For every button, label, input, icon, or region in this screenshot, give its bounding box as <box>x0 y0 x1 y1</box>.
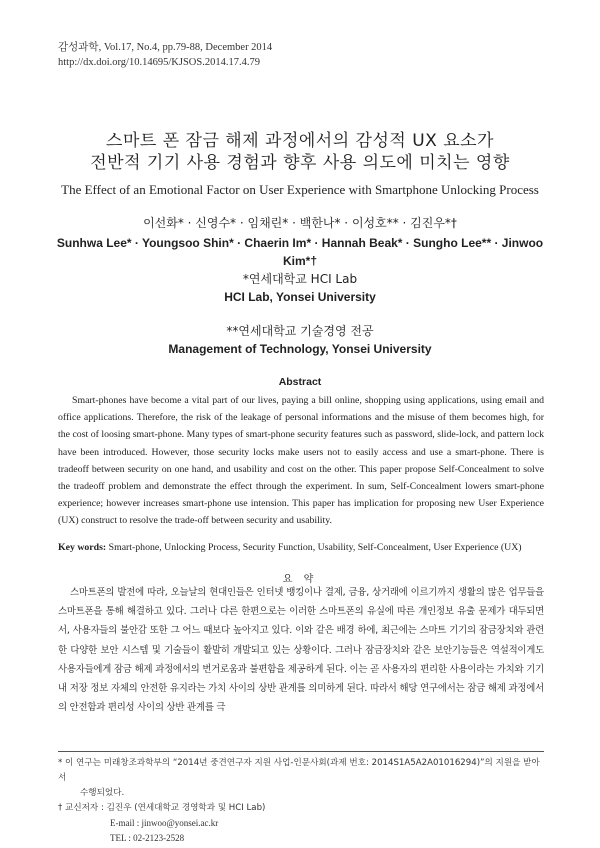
keywords-label: Key words: <box>58 542 107 553</box>
title-block <box>40 130 560 200</box>
contact-email: E-mail : jinwoo@yonsei.ac.kr <box>110 818 219 828</box>
abstract-heading: Abstract <box>278 376 322 388</box>
author-list <box>40 214 560 270</box>
funding-note-continued: 수행되었다. <box>80 788 125 798</box>
journal-doi: http://dx.doi.org/10.14695/KJSOS.2014.17.4.79 <box>58 57 260 68</box>
affiliation-korean: **연세대학교 기술경영 전공 <box>226 324 374 338</box>
corresponding-author: † 교신저자 : 김진우 (연세대학교 경영학과 및 HCI Lab) <box>58 803 266 813</box>
title-korean-line2: 전반적 기기 사용 경험과 향후 사용 의도에 미치는 영향 <box>90 153 510 173</box>
authors-english: Sunhwa Lee* · Youngsoo Shin* · Chaerin Im* · Hannah Beak* · Sungho Lee** · Jinwoo Kim*† <box>56 236 544 268</box>
contact-phone: TEL : 02-2123-2528 <box>110 833 185 843</box>
summary-body: 스마트폰의 발전에 따라, 오늘날의 현대인들은 인터넷 뱅킹이나 결제, 금융, 상거래에 이르기까지 생활의 많은 업무들을 스마트폰을 통해 해결하고 있다. 그러나 다른 한편으로는 이러한 스마트폰의 유실에 따른 개인정보 유출 문제가 대두되면서, 사용자들의 불안감 또한 그 어느 때보다 높아지고 있다. 이와 같은 배경 하에, 최근에는 스마트 기기의 잠금장치와 관련한 다양한 보안 시스템 및 기술들이 활발히 개발되고 있는 상황이다. 그러나 잠금장치와 같은 보안기능들은 역설적이게도 사용자들에게 잠금 해제 과정에서의 번거로움과 불편함을 제공하게 된다. 이는 곧 사용자의 편리한 사용이라는 가치와 기기 내 저장 정보 자체의 안전한 유지라는 가치 사이의 상반 관계를 의미하게 된다. 따라서 해당 연구에서는 잠금 해제 과정에서의 안전함과 편리성 사이의 상반 관계를 극 <box>58 587 544 714</box>
keywords-list: Smart-phone, Unlocking Process, Security Function, Usability, Self-Concealment, User Experience (UX) <box>108 542 522 553</box>
funding-note: * 이 연구는 미래창조과학부의 “2014년 중견연구자 지원 사업-인문사회(과제 번호: 2014S1A5A2A01016294)”의 지원을 받아서 <box>58 758 540 783</box>
affiliation-english: Management of Technology, Yonsei University <box>168 342 432 356</box>
affiliation-hci-lab <box>40 270 560 307</box>
title-korean-line1: 스마트 폰 잠금 해제 과정에서의 감성적 UX 요소가 <box>106 131 494 151</box>
title-english: The Effect of an Emotional Factor on User Experience with Smartphone Unlocking Process <box>61 182 539 197</box>
affiliation-korean: *연세대학교 HCI Lab <box>242 272 358 286</box>
authors-korean: 이선화* · 신영수* · 임채린* · 백한나* · 이성호** · 김진우*† <box>143 216 457 230</box>
footnotes <box>58 756 544 846</box>
affiliation-mot <box>40 322 560 359</box>
affiliation-english: HCI Lab, Yonsei University <box>224 290 376 304</box>
summary-heading: 요 약 <box>282 574 318 585</box>
journal-citation: 감성과학, Vol.17, No.4, pp.79-88, December 2014 <box>58 42 273 53</box>
keywords-line <box>58 540 544 555</box>
journal-reference <box>58 40 272 70</box>
abstract-body: Smart-phones have become a vital part of our lives, paying a bill online, shopping using applications, using email and office applications. Therefore, the risk of the leakage of personal informations and the misuse of them becomes high, for the cost of loosing smart-phone. Many types of smart-phone security features such as password, slide-lock, and pattern lock have been introduced. However, those security locks make users not to easily access and use a smart-phone. There is tradeoff between security on one hand, and usability and cost on the other. This paper propose Self-Concealment to solve the tradeoff problem and demonstrate the effect through the experiment. In sum, Self-Concealment lowers smart-phone experience; however increases smart-phone use intension. This paper has implication for proposing new User Experience (UX) construct to resolve the trade-off between security and usability. <box>58 395 544 527</box>
footnote-divider <box>58 751 544 752</box>
